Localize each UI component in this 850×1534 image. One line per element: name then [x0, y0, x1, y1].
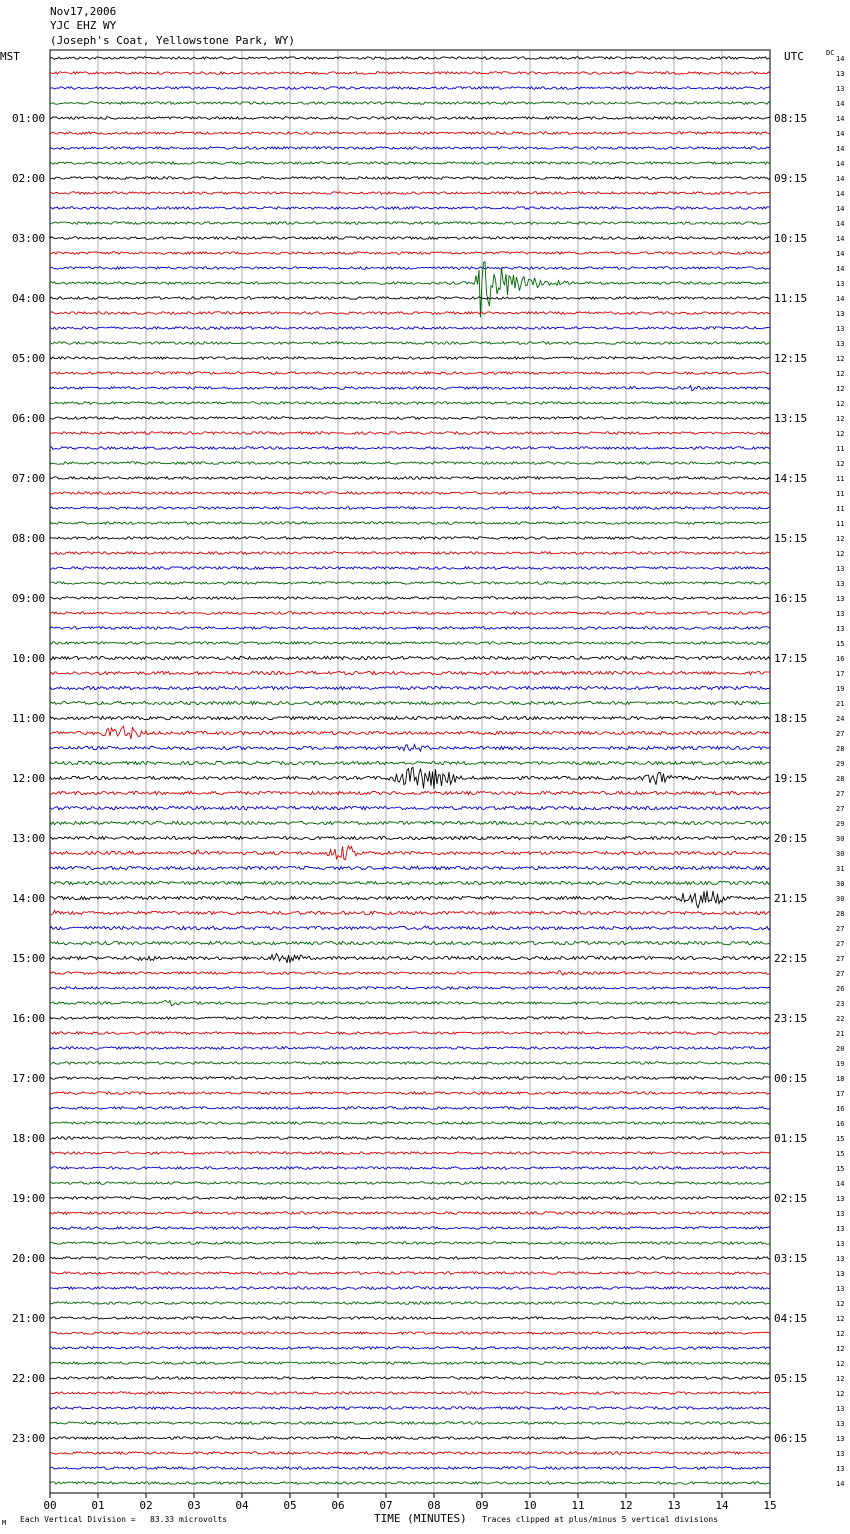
- dc-value: 14: [836, 220, 845, 228]
- trace-row-92: [50, 1437, 770, 1440]
- mst-hour-label: 16:00: [12, 1012, 46, 1025]
- utc-hour-label: 17:15: [774, 652, 808, 665]
- mst-hour-label: 22:00: [12, 1372, 46, 1385]
- trace-row-60: [50, 954, 770, 963]
- trace-row-27: [50, 462, 770, 465]
- dc-value: 11: [836, 475, 845, 483]
- x-tick-label: 09: [475, 1499, 489, 1512]
- dc-value: 30: [836, 880, 845, 888]
- mst-hour-label: 05:00: [12, 352, 46, 365]
- trace-row-62: [50, 987, 770, 990]
- utc-hour-label: 00:15: [774, 1072, 808, 1085]
- dc-value: 13: [836, 1195, 845, 1203]
- trace-row-23: [50, 402, 770, 405]
- dc-value: 28: [836, 745, 845, 753]
- dc-value: 15: [836, 1135, 845, 1143]
- x-tick-label: 12: [619, 1499, 633, 1512]
- trace-row-55: [50, 881, 770, 884]
- utc-hour-label: 02:15: [774, 1192, 808, 1205]
- dc-value: 29: [836, 760, 845, 768]
- dc-value: 27: [836, 805, 845, 813]
- dc-value: 27: [836, 925, 845, 933]
- utc-axis-label: UTC: [784, 50, 804, 63]
- mst-hour-label: 04:00: [12, 292, 46, 305]
- dc-value: 13: [836, 1270, 845, 1278]
- scale-note: Each Vertical Division = 83.33 microvolts: [20, 1515, 228, 1524]
- trace-row-43: [50, 701, 770, 704]
- dc-value: 12: [836, 460, 845, 468]
- dc-value: 22: [836, 1015, 845, 1023]
- x-tick-label: 04: [235, 1499, 249, 1512]
- dc-value: 23: [836, 1000, 845, 1008]
- dc-value: 28: [836, 910, 845, 918]
- trace-row-31: [50, 522, 770, 525]
- trace-row-59: [50, 941, 770, 944]
- mst-hour-label: 06:00: [12, 412, 46, 425]
- mst-hour-label: 21:00: [12, 1312, 46, 1325]
- dc-value: 14: [836, 115, 845, 123]
- trace-row-88: [50, 1377, 770, 1380]
- trace-row-79: [50, 1242, 770, 1245]
- trace-row-4: [50, 117, 770, 120]
- mst-hour-label: 13:00: [12, 832, 46, 845]
- trace-row-91: [50, 1422, 770, 1425]
- dc-value: 21: [836, 700, 845, 708]
- dc-value: 13: [836, 85, 845, 93]
- trace-row-37: [50, 612, 770, 615]
- dc-value: 14: [836, 130, 845, 138]
- trace-row-24: [50, 417, 770, 420]
- record-date: Nov17,2006: [50, 5, 117, 18]
- dc-value: 13: [836, 1210, 845, 1218]
- dc-value: 12: [836, 370, 845, 378]
- dc-value: 11: [836, 490, 845, 498]
- trace-row-28: [50, 477, 770, 480]
- x-tick-label: 07: [379, 1499, 393, 1512]
- trace-row-77: [50, 1212, 770, 1215]
- dc-value: 17: [836, 670, 845, 678]
- trace-row-87: [50, 1362, 770, 1365]
- trace-row-16: [50, 297, 770, 300]
- trace-row-54: [50, 866, 770, 869]
- utc-hour-label: 13:15: [774, 412, 808, 425]
- trace-row-44: [50, 716, 770, 719]
- utc-hour-label: 12:15: [774, 352, 808, 365]
- trace-row-48: [50, 767, 770, 789]
- trace-row-21: [50, 372, 770, 375]
- utc-hour-label: 10:15: [774, 232, 808, 245]
- x-tick-label: 10: [523, 1499, 537, 1512]
- trace-row-17: [50, 312, 770, 315]
- trace-row-39: [50, 642, 770, 645]
- dc-value: 31: [836, 865, 845, 873]
- trace-row-68: [50, 1077, 770, 1080]
- dc-value: 16: [836, 655, 845, 663]
- dc-value: 27: [836, 790, 845, 798]
- utc-hour-label: 03:15: [774, 1252, 808, 1265]
- dc-value: 14: [836, 1180, 845, 1188]
- dc-value: 15: [836, 640, 845, 648]
- dc-value: 11: [836, 520, 845, 528]
- trace-row-61: [50, 971, 770, 976]
- utc-hour-label: 20:15: [774, 832, 808, 845]
- utc-hour-label: 18:15: [774, 712, 808, 725]
- trace-row-32: [50, 537, 770, 540]
- trace-row-38: [50, 627, 770, 630]
- dc-value: 13: [836, 1435, 845, 1443]
- trace-row-45: [50, 726, 770, 739]
- dc-value: 13: [836, 1420, 845, 1428]
- dc-value: 13: [836, 625, 845, 633]
- trace-row-40: [50, 656, 770, 659]
- trace-row-20: [50, 357, 770, 360]
- dc-value: 27: [836, 955, 845, 963]
- dc-value: 29: [836, 820, 845, 828]
- dc-value: 27: [836, 970, 845, 978]
- trace-row-64: [50, 1017, 770, 1020]
- dc-value: 13: [836, 580, 845, 588]
- trace-row-65: [50, 1032, 770, 1035]
- mst-hour-label: 01:00: [12, 112, 46, 125]
- trace-row-94: [50, 1467, 770, 1470]
- dc-value: 21: [836, 1030, 845, 1038]
- trace-row-67: [50, 1062, 770, 1065]
- dc-value: 14: [836, 1480, 845, 1488]
- trace-row-34: [50, 567, 770, 570]
- trace-row-86: [50, 1347, 770, 1350]
- trace-row-35: [50, 582, 770, 585]
- dc-value: 13: [836, 1240, 845, 1248]
- trace-row-52: [50, 836, 770, 839]
- trace-row-0: [50, 57, 770, 60]
- mst-hour-label: 18:00: [12, 1132, 46, 1145]
- mst-hour-label: 14:00: [12, 892, 46, 905]
- trace-row-46: [50, 745, 770, 752]
- trace-row-12: [50, 237, 770, 240]
- trace-row-25: [50, 432, 770, 435]
- dc-value: 14: [836, 55, 845, 63]
- dc-value: 12: [836, 1315, 845, 1323]
- trace-row-42: [50, 686, 770, 689]
- trace-row-66: [50, 1047, 770, 1050]
- x-tick-label: 05: [283, 1499, 297, 1512]
- trace-row-8: [50, 177, 770, 180]
- dc-value: 13: [836, 1450, 845, 1458]
- trace-row-36: [50, 597, 770, 600]
- utc-hour-label: 19:15: [774, 772, 808, 785]
- dc-value: 13: [836, 1255, 845, 1263]
- dc-value: 27: [836, 730, 845, 738]
- x-tick-label: 01: [91, 1499, 105, 1512]
- mst-hour-label: 08:00: [12, 532, 46, 545]
- dc-value: 16: [836, 1105, 845, 1113]
- dc-value: 12: [836, 1300, 845, 1308]
- corner-mark: M: [2, 1519, 7, 1527]
- trace-row-19: [50, 342, 770, 345]
- mst-axis-label: MST: [0, 50, 20, 63]
- dc-value: 12: [836, 1330, 845, 1338]
- x-tick-label: 11: [571, 1499, 585, 1512]
- trace-row-58: [50, 926, 770, 929]
- x-tick-label: 02: [139, 1499, 153, 1512]
- trace-row-11: [50, 222, 770, 225]
- trace-row-75: [50, 1182, 770, 1185]
- trace-row-71: [50, 1122, 770, 1125]
- dc-value: 12: [836, 415, 845, 423]
- x-tick-label: 06: [331, 1499, 345, 1512]
- dc-value: 13: [836, 1405, 845, 1413]
- mst-hour-label: 12:00: [12, 772, 46, 785]
- trace-row-7: [50, 162, 770, 165]
- trace-row-30: [50, 507, 770, 510]
- utc-hour-label: 21:15: [774, 892, 808, 905]
- dc-value: 30: [836, 850, 845, 858]
- utc-hour-label: 09:15: [774, 172, 808, 185]
- mst-hour-label: 17:00: [12, 1072, 46, 1085]
- trace-row-3: [50, 102, 770, 105]
- trace-row-70: [50, 1107, 770, 1110]
- dc-value: 12: [836, 385, 845, 393]
- dc-value: 13: [836, 310, 845, 318]
- trace-row-51: [50, 821, 770, 824]
- dc-value: 30: [836, 895, 845, 903]
- trace-row-63: [50, 1000, 770, 1006]
- utc-hour-label: 16:15: [774, 592, 808, 605]
- clip-note: Traces clipped at plus/minus 5 vertical divisions: [482, 1515, 719, 1524]
- dc-value: 19: [836, 1060, 845, 1068]
- dc-value: 20: [836, 1045, 845, 1053]
- trace-row-22: [50, 386, 770, 391]
- mst-hour-label: 19:00: [12, 1192, 46, 1205]
- trace-row-18: [50, 327, 770, 330]
- dc-value: 12: [836, 355, 845, 363]
- dc-value: 14: [836, 190, 845, 198]
- dc-value: 14: [836, 175, 845, 183]
- trace-row-41: [50, 671, 770, 674]
- dc-value: 14: [836, 265, 845, 273]
- dc-value: 15: [836, 1150, 845, 1158]
- dc-value: 27: [836, 940, 845, 948]
- x-tick-label: 03: [187, 1499, 201, 1512]
- trace-row-13: [50, 252, 770, 255]
- x-tick-label: 00: [43, 1499, 57, 1512]
- trace-row-2: [50, 87, 770, 90]
- dc-value: 13: [836, 70, 845, 78]
- mst-hour-label: 10:00: [12, 652, 46, 665]
- trace-row-82: [50, 1287, 770, 1290]
- utc-hour-label: 05:15: [774, 1372, 808, 1385]
- mst-hour-label: 09:00: [12, 592, 46, 605]
- dc-label: DC: [826, 49, 835, 57]
- mst-hour-label: 23:00: [12, 1432, 46, 1445]
- dc-value: 13: [836, 1225, 845, 1233]
- dc-value: 11: [836, 505, 845, 513]
- trace-row-33: [50, 552, 770, 555]
- trace-row-90: [50, 1407, 770, 1410]
- utc-hour-label: 14:15: [774, 472, 808, 485]
- dc-value: 12: [836, 550, 845, 558]
- trace-row-50: [50, 806, 770, 809]
- dc-value: 13: [836, 610, 845, 618]
- dc-value: 13: [836, 1285, 845, 1293]
- dc-value: 19: [836, 685, 845, 693]
- trace-row-26: [50, 447, 770, 450]
- utc-hour-label: 22:15: [774, 952, 808, 965]
- dc-value: 30: [836, 835, 845, 843]
- dc-value: 13: [836, 340, 845, 348]
- utc-hour-label: 23:15: [774, 1012, 808, 1025]
- trace-row-56: [50, 891, 770, 908]
- dc-value: 16: [836, 1120, 845, 1128]
- dc-value: 26: [836, 985, 845, 993]
- trace-row-10: [50, 207, 770, 210]
- trace-row-57: [50, 910, 770, 915]
- trace-row-69: [50, 1092, 770, 1095]
- x-tick-label: 13: [667, 1499, 681, 1512]
- x-tick-label: 14: [715, 1499, 729, 1512]
- dc-value: 12: [836, 1375, 845, 1383]
- trace-row-73: [50, 1152, 770, 1155]
- trace-row-72: [50, 1137, 770, 1140]
- trace-row-53: [50, 846, 770, 860]
- trace-row-9: [50, 192, 770, 195]
- dc-value: 14: [836, 160, 845, 168]
- trace-row-80: [50, 1257, 770, 1260]
- trace-row-78: [50, 1227, 770, 1230]
- utc-hour-label: 08:15: [774, 112, 808, 125]
- dc-value: 18: [836, 1075, 845, 1083]
- dc-value: 12: [836, 400, 845, 408]
- dc-value: 14: [836, 235, 845, 243]
- trace-row-84: [50, 1317, 770, 1320]
- dc-value: 12: [836, 1345, 845, 1353]
- dc-value: 14: [836, 250, 845, 258]
- dc-value: 14: [836, 100, 845, 108]
- dc-value: 14: [836, 295, 845, 303]
- mst-hour-label: 11:00: [12, 712, 46, 725]
- utc-hour-label: 11:15: [774, 292, 808, 305]
- trace-row-29: [50, 492, 770, 495]
- x-tick-label: 15: [763, 1499, 777, 1512]
- mst-hour-label: 15:00: [12, 952, 46, 965]
- mst-hour-label: 07:00: [12, 472, 46, 485]
- utc-hour-label: 06:15: [774, 1432, 808, 1445]
- dc-value: 12: [836, 535, 845, 543]
- dc-value: 12: [836, 1360, 845, 1368]
- mst-hour-label: 03:00: [12, 232, 46, 245]
- trace-row-5: [50, 132, 770, 135]
- trace-row-81: [50, 1272, 770, 1275]
- dc-value: 14: [836, 205, 845, 213]
- dc-value: 24: [836, 715, 845, 723]
- dc-value: 13: [836, 1465, 845, 1473]
- dc-value: 15: [836, 1165, 845, 1173]
- trace-row-14: [50, 267, 770, 270]
- station-code: YJC EHZ WY: [50, 19, 117, 32]
- utc-hour-label: 04:15: [774, 1312, 808, 1325]
- station-location: (Joseph's Coat, Yellowstone Park, WY): [50, 34, 296, 47]
- trace-row-74: [50, 1167, 770, 1170]
- mst-hour-label: 20:00: [12, 1252, 46, 1265]
- trace-row-76: [50, 1197, 770, 1200]
- utc-hour-label: 01:15: [774, 1132, 808, 1145]
- mst-hour-label: 02:00: [12, 172, 46, 185]
- dc-value: 14: [836, 145, 845, 153]
- utc-hour-label: 15:15: [774, 532, 808, 545]
- dc-value: 13: [836, 280, 845, 288]
- trace-row-1: [50, 72, 770, 75]
- dc-value: 13: [836, 325, 845, 333]
- trace-row-89: [50, 1392, 770, 1395]
- dc-value: 17: [836, 1090, 845, 1098]
- dc-value: 12: [836, 1390, 845, 1398]
- dc-value: 12: [836, 430, 845, 438]
- trace-row-47: [50, 761, 770, 764]
- dc-value: 28: [836, 775, 845, 783]
- dc-value: 13: [836, 565, 845, 573]
- trace-row-95: [50, 1482, 770, 1485]
- trace-row-49: [50, 791, 770, 794]
- x-tick-label: 08: [427, 1499, 441, 1512]
- trace-row-15: [50, 262, 770, 317]
- dc-value: 11: [836, 445, 845, 453]
- x-axis-title: TIME (MINUTES): [374, 1512, 467, 1525]
- dc-value: 13: [836, 595, 845, 603]
- trace-row-83: [50, 1302, 770, 1305]
- trace-row-6: [50, 147, 770, 150]
- trace-row-85: [50, 1332, 770, 1335]
- trace-row-93: [50, 1452, 770, 1455]
